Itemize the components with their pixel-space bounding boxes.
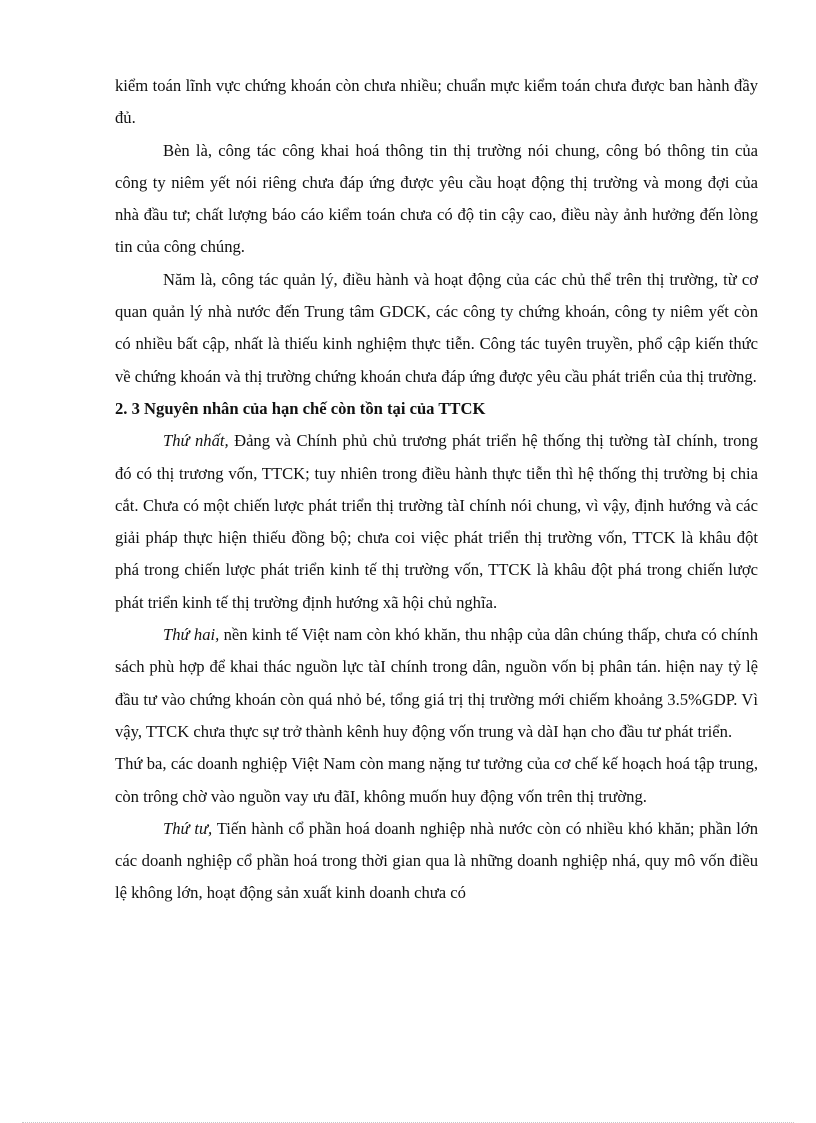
paragraph-cause-second xyxy=(115,619,758,748)
paragraph-fifth-limitation: Năm là, công tác quản lý, điều hành và hoạt động của các chủ thể trên thị trường, từ cơ quan quản lý nhà nước đến Trung tâm GDCK, các công ty chứng khoán, công ty niêm yết còn có nhiều bất cập, nhất là thiếu kinh nghiệm thực tiễn. Công tác tuyên truyền, phổ cập kiến thức về chứng khoán và thị trường chứng khoán chưa đáp ứng được yêu cầu phát triển của thị trường. xyxy=(115,269,758,386)
cause-lead-in: Thứ hai, xyxy=(163,625,220,645)
section-heading: 2. 3 Nguyên nhân của hạn chế còn tồn tại của TTCK xyxy=(115,398,486,418)
paragraph-cause-first xyxy=(115,425,758,619)
cause-body: Tiến hành cổ phần hoá doanh nghiệp nhà nước còn có nhiều khó khăn; phần lớn các doanh nghiệp cổ phần hoá trong thời gian qua là những doanh nghiệp nhá, quy mô vốn điều lệ không lớn, hoạt động sản xuất kinh doanh chưa có xyxy=(115,818,758,903)
paragraph-audit-continuation: kiểm toán lĩnh vực chứng khoán còn chưa nhiều; chuẩn mực kiểm toán chưa được ban hành đầy đủ. xyxy=(115,76,758,128)
paragraph-cause-fourth xyxy=(115,813,758,910)
paragraph-cause-third: Thứ ba, các doanh nghiệp Việt Nam còn mang nặng tư tưởng của cơ chế kế hoạch hoá tập trung, còn trông chờ vào nguồn vay ưu đãI, không muốn huy động vốn trên thị trường. xyxy=(115,754,758,806)
paragraph-fourth-limitation: Bèn là, công tác công khai hoá thông tin thị trường nói chung, công bó thông tin của công ty niêm yết nói riêng chưa đáp ứng được yêu cầu hoạt động thị trường và mong đợi của nhà đầu tư; chất lượng báo cáo kiểm toán chưa có độ tin cậy cao, điều này ảnh hưởng đến lòng tin của công chúng. xyxy=(115,140,758,257)
cause-body: Đảng và Chính phủ chủ trương phát triển hệ thống thị tường tàI chính, trong đó có thị trương vốn, TTCK; tuy nhiên trong điều hành thực tiễn thì hệ thống thị trường bị chia cắt. Chưa có một chiến lược phát triển thị trường tàI chính nói chung, vì vậy, định hướng và các giải pháp thực hiện thiếu đồng bộ; chưa coi việc phát triển thị trường vốn, TTCK là khâu đột phá trong chiến lược phát triển kinh tế thị trường vốn, TTCK là khâu đột phá trong chiến lược phát triển kinh tế thị trường định hướng xã hội chủ nghĩa. xyxy=(115,431,759,612)
document-page xyxy=(115,70,758,910)
cause-lead-in: Thứ nhất, xyxy=(163,431,229,451)
cause-body: nền kinh tế Việt nam còn khó khăn, thu nhập của dân chúng thấp, chưa có chính sách phù hợp để khai thác nguồn lực tàI chính trong dân, nguồn vốn bị phân tán. hiện nay tỷ lệ đầu tư vào chứng khoán còn quá nhỏ bé, tổng giá trị thị trường mới chiếm khoảng 3.5%GDP. Vì vậy, TTCK chưa thực sự trở thành kênh huy động vốn trung và dàI hạn cho đầu tư phát triển. xyxy=(115,625,758,741)
cause-lead-in: Thứ tư, xyxy=(163,818,213,838)
